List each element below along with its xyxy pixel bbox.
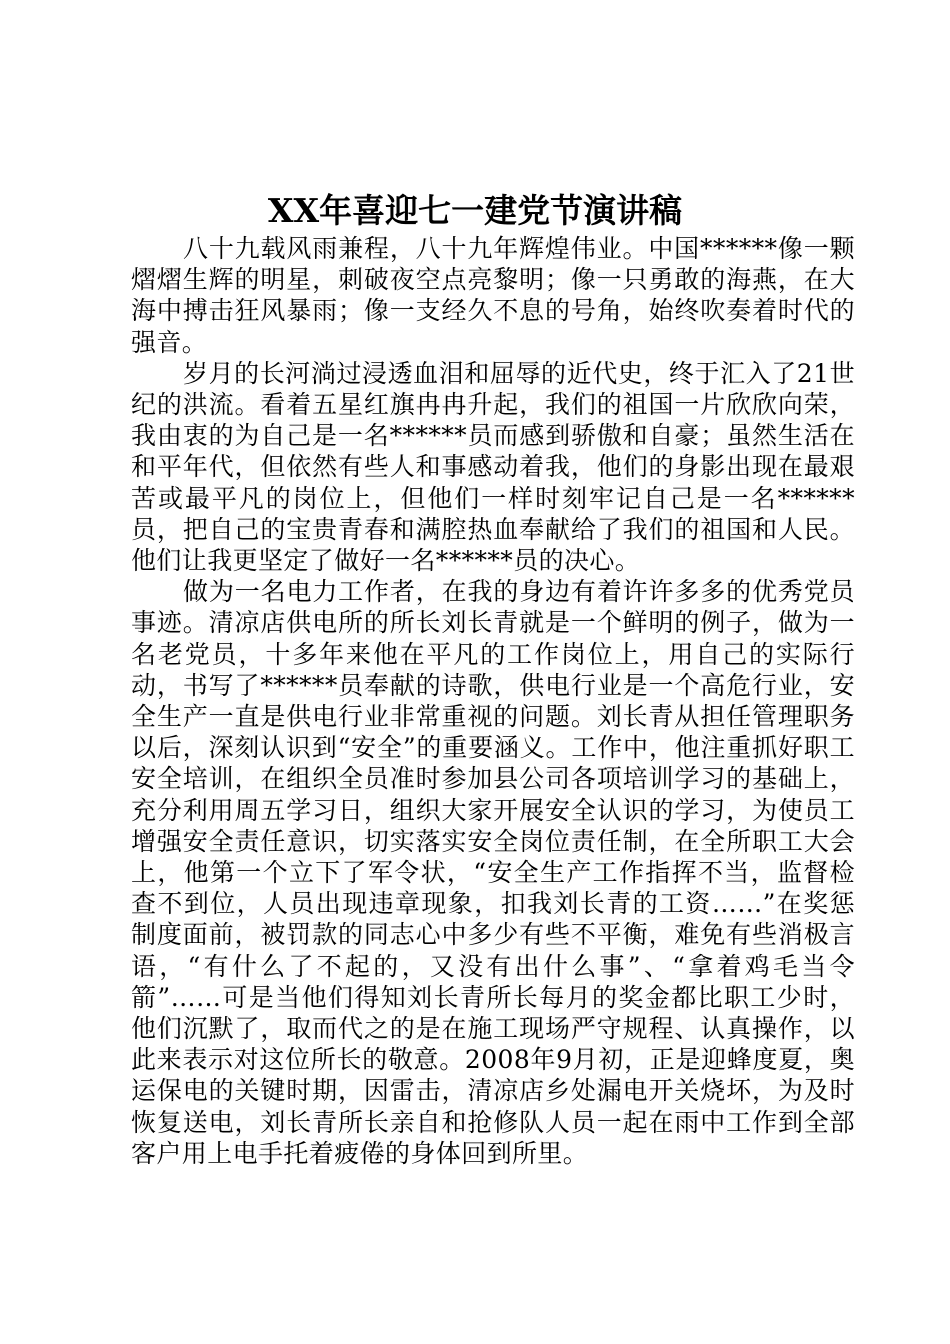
paragraph-2: 岁月的长河淌过浸透血泪和屈辱的近代史，终于汇入了21世纪的洪流。看着五星红旗冉冉升起，我们的祖国一片欣欣向荣，我由衷的为自己是一名******员而感到骄傲和自豪；虽然生活在和平年代，但依然有些人和事感动着我，他们的身影出现在最艰苦或最平凡的岗位上，但他们一样时刻牢记自己是一名******员，把自己的宝贵青春和满腔热血奉献给了我们的祖国和人民。他们让我更坚定了做好一名******员的决心。 — [131, 358, 855, 576]
document-body — [131, 233, 855, 1169]
document-title: XX年喜迎七一建党节演讲稿 — [267, 191, 683, 230]
paragraph-1: 八十九载风雨兼程，八十九年辉煌伟业。中国******像一颗熠熠生辉的明星，刺破夜空点亮黎明；像一只勇敢的海燕，在大海中搏击狂风暴雨；像一支经久不息的号角，始终吹奏着时代的强音。 — [131, 234, 855, 357]
paragraph-3: 做为一名电力工作者，在我的身边有着许许多多的优秀党员事迹。清凉店供电所的所长刘长青就是一个鲜明的例子，做为一名老党员，十多年来他在平凡的工作岗位上，用自己的实际行动，书写了******员奉献的诗歌，供电行业是一个高危行业，安全生产一直是供电行业非常重视的问题。刘长青从担任管理职务以后，深刻认识到“安全”的重要涵义。工作中，他注重抓好职工安全培训，在组织全员准时参加县公司各项培训学习的基础上，充分利用周五学习日，组织大家开展安全认识的学习，为使员工增强安全责任意识，切实落实安全岗位责任制，在全所职工大会上，他第一个立下了军令状，“安全生产工作指挥不当，监督检查不到位，人员出现违章现象，扣我刘长青的工资……”在奖惩制度面前，被罚款的同志心中多少有些不平衡，难免有些消极言语，“有什么了不起的，又没有出什么事”、“拿着鸡毛当令箭”……可是当他们得知刘长青所长每月的奖金都比职工少时，他们沉默了，取而代之的是在施工现场严守规程、认真操作，以此来表示对这位所长的敬意。2008年9月初，正是迎蜂度夏，奥运保电的关键时期，因雷击，清凉店乡处漏电开关烧坏，为及时恢复送电，刘长青所长亲自和抢修队人员一起在雨中工作到全部客户用上电手托着疲倦的身体回到所里。 — [131, 577, 855, 1168]
